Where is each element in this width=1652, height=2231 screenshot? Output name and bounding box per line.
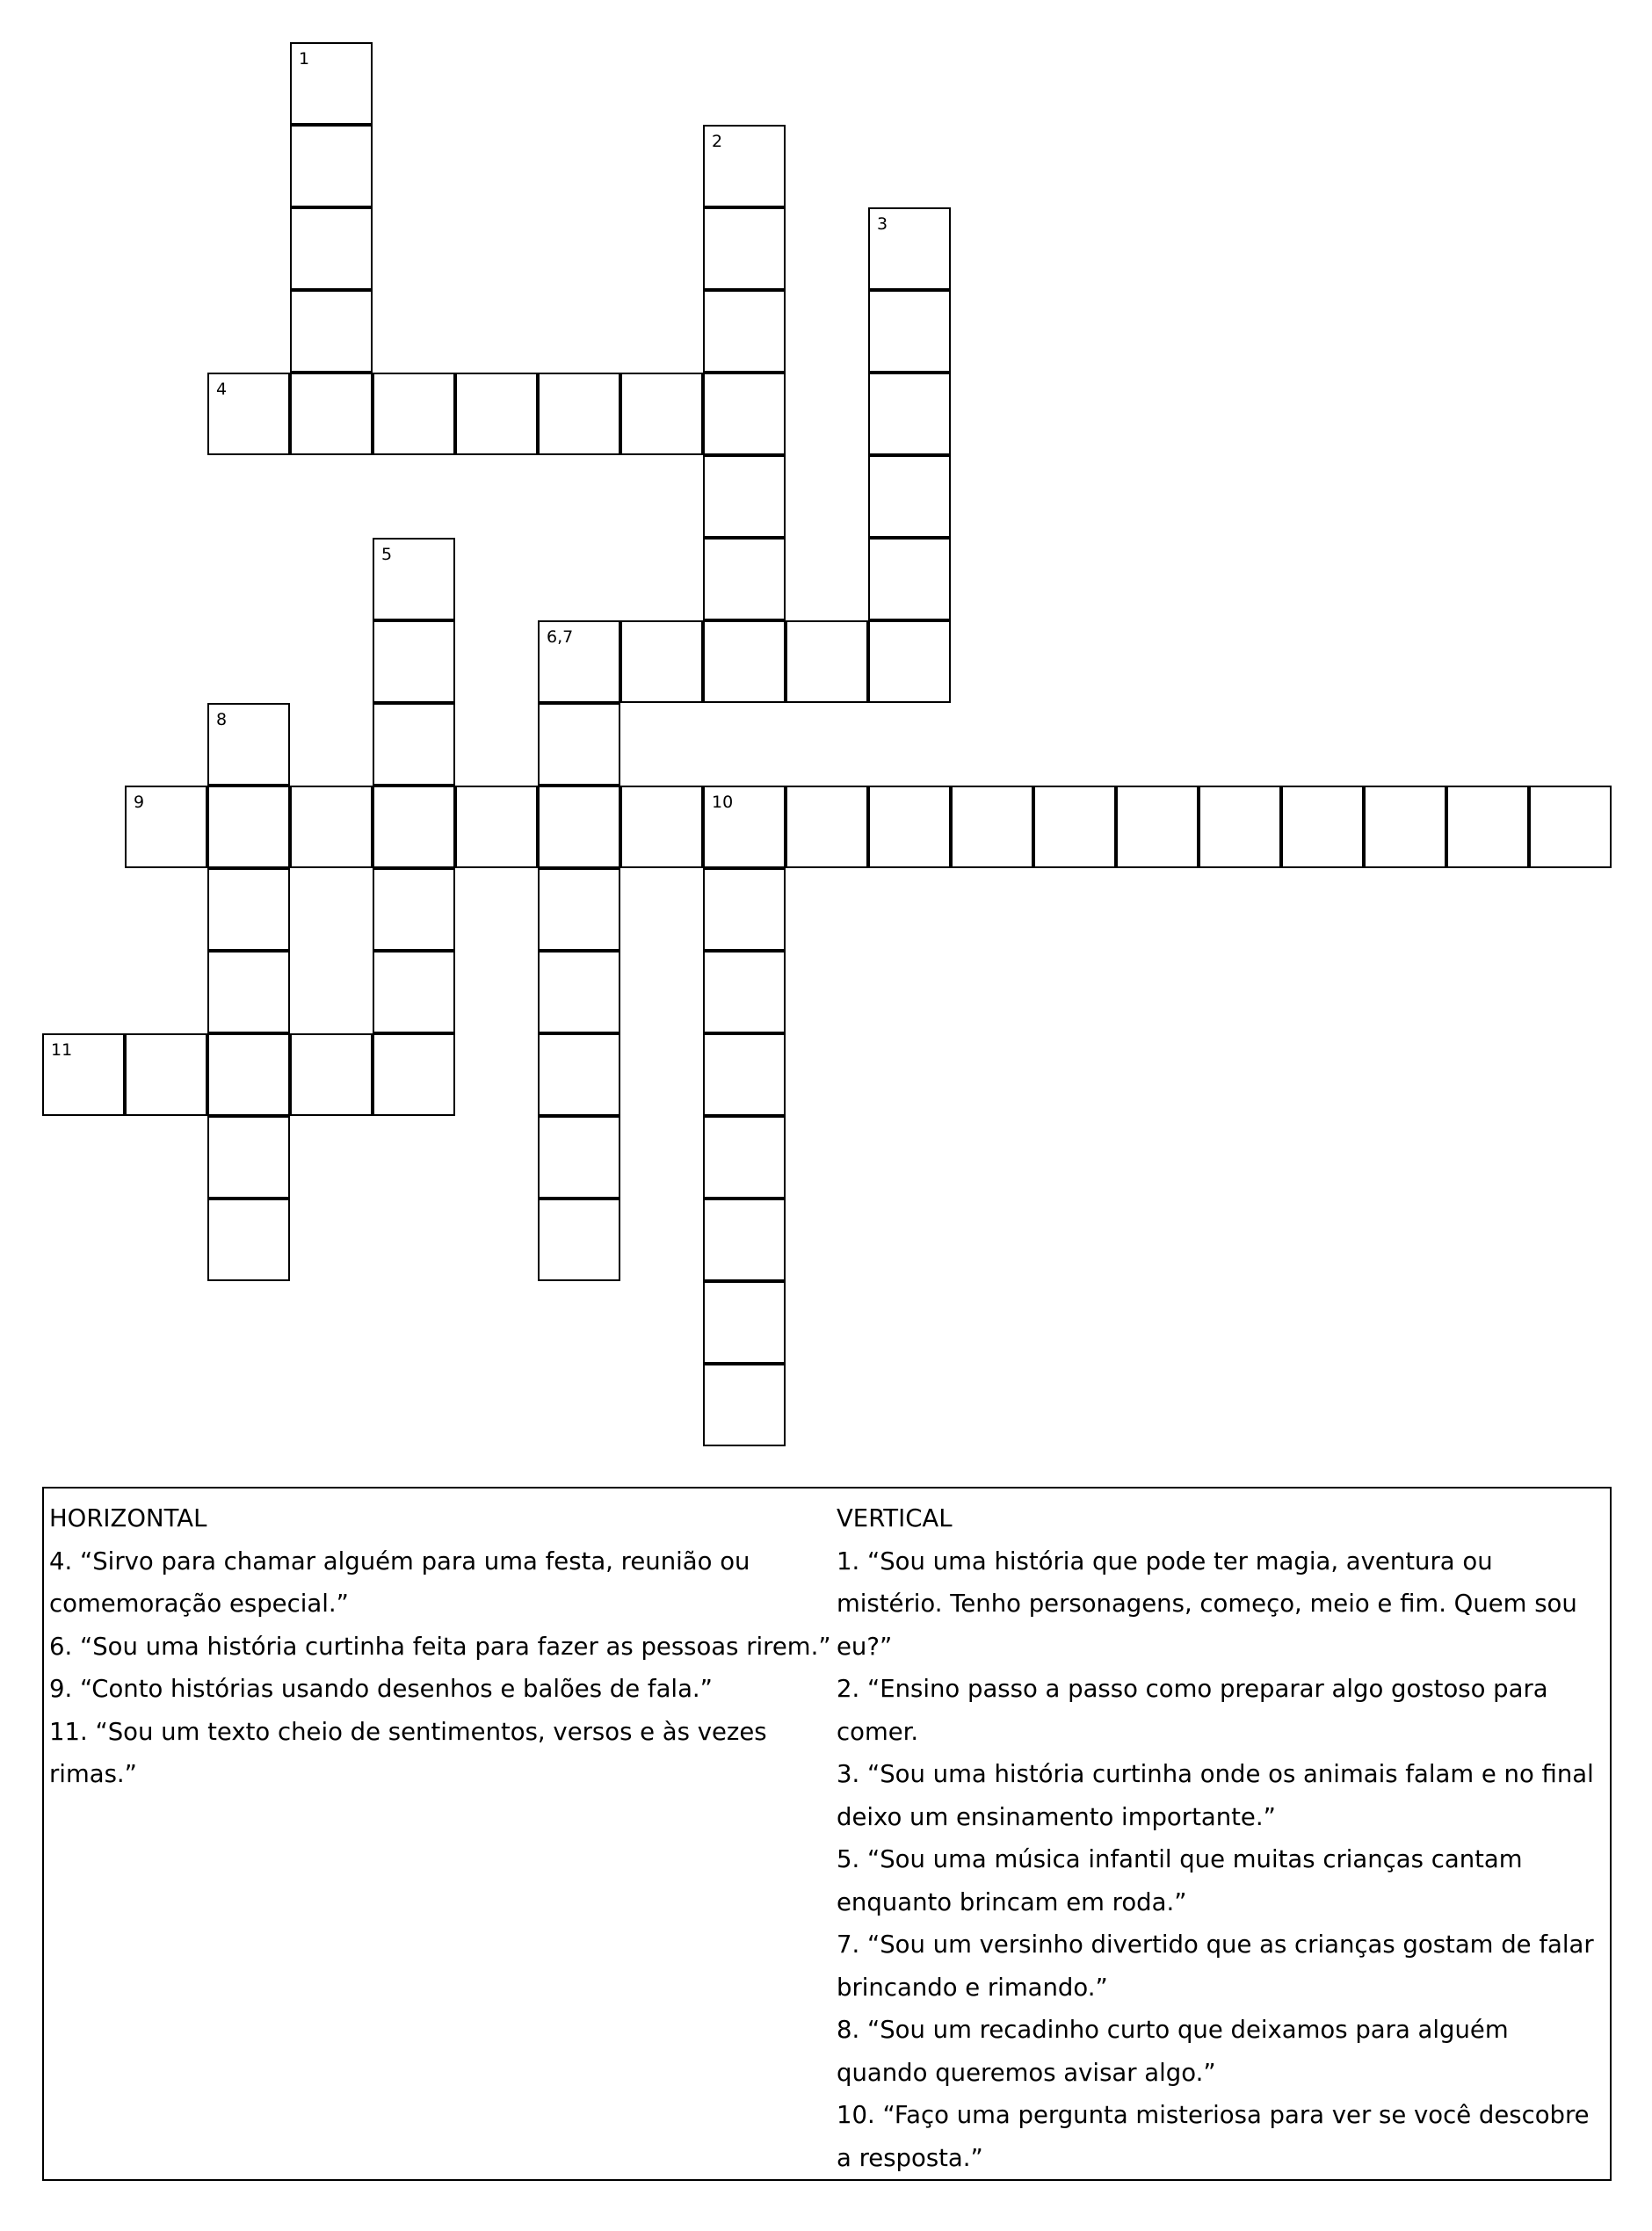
crossword-cell[interactable] [786, 786, 868, 868]
vertical-clues [837, 1497, 1601, 2179]
crossword-cell[interactable] [703, 455, 786, 538]
clue-9: 9. “Conto histórias usando desenhos e balões de fala.” [49, 1675, 713, 1703]
crossword-cell[interactable] [290, 786, 373, 868]
crossword-cell[interactable] [290, 207, 373, 290]
crossword-cell[interactable] [373, 951, 455, 1033]
clue-10: 10. “Faço uma pergunta misteriosa para ver se você descobre a resposta.” [837, 2101, 1590, 2172]
crossword-cell[interactable] [373, 786, 455, 868]
clue-4: 4. “Sirvo para chamar alguém para uma festa, reunião ou comemoração especial.” [49, 1546, 750, 1618]
clue-number: 6,7 [547, 627, 574, 647]
crossword-cell[interactable] [373, 868, 455, 951]
crossword-cell[interactable] [1116, 786, 1199, 868]
crossword-cell[interactable] [207, 1116, 290, 1199]
cell-2[interactable] [703, 125, 786, 207]
crossword-cell[interactable] [125, 1033, 207, 1116]
crossword-cell[interactable] [1281, 786, 1364, 868]
crossword-cell[interactable] [373, 620, 455, 703]
crossword-cell[interactable] [703, 1116, 786, 1199]
crossword-cell[interactable] [703, 868, 786, 951]
crossword-cell[interactable] [290, 125, 373, 207]
clue-3: 3. “Sou uma história curtinha onde os animais falam e no final deixo um ensinamento importante.” [837, 1760, 1594, 1831]
crossword-cell[interactable] [786, 620, 868, 703]
crossword-cell[interactable] [1199, 786, 1281, 868]
crossword-cell[interactable] [1033, 786, 1116, 868]
crossword-cell[interactable] [538, 786, 620, 868]
clue-7: 7. “Sou um versinho divertido que as crianças gostam de falar brincando e rimando.” [837, 1930, 1594, 2002]
clue-number: 9 [134, 793, 145, 812]
cell-4[interactable] [207, 373, 290, 455]
crossword-cell[interactable] [868, 290, 951, 373]
clue-1: 1. “Sou uma história que pode ter magia, aventura ou mistério. Tenho personagens, começo, meio e fim. Quem sou eu?” [837, 1546, 1577, 1661]
crossword-cell[interactable] [1364, 786, 1446, 868]
cell-8[interactable] [207, 703, 290, 786]
crossword-cell[interactable] [538, 703, 620, 786]
cell-9[interactable] [125, 786, 207, 868]
crossword-cell[interactable] [207, 868, 290, 951]
clue-number: 4 [216, 380, 228, 399]
cell-11[interactable] [42, 1033, 125, 1116]
crossword-cell[interactable] [868, 786, 951, 868]
crossword-cell[interactable] [951, 786, 1033, 868]
clue-6: 6. “Sou uma história curtinha feita para fazer as pessoas rirem.” [49, 1632, 831, 1661]
clue-2: 2. “Ensino passo a passo como preparar algo gostoso para comer. [837, 1675, 1548, 1746]
crossword-cell[interactable] [207, 786, 290, 868]
crossword-cell[interactable] [373, 703, 455, 786]
clue-number: 5 [381, 545, 393, 564]
crossword-cell[interactable] [207, 951, 290, 1033]
crossword-cell[interactable] [620, 373, 703, 455]
cell-3[interactable] [868, 207, 951, 290]
crossword-cell[interactable] [373, 1033, 455, 1116]
clue-11: 11. “Sou um texto cheio de sentimentos, versos e às vezes rimas.” [49, 1717, 767, 1788]
crossword-cell[interactable] [703, 1199, 786, 1281]
crossword-cell[interactable] [703, 207, 786, 290]
vertical-title: VERTICAL [837, 1504, 953, 1532]
crossword-cell[interactable] [1446, 786, 1529, 868]
crossword-cell[interactable] [373, 373, 455, 455]
crossword-cell[interactable] [703, 290, 786, 373]
clue-number: 3 [877, 214, 888, 234]
crossword-cell[interactable] [1529, 786, 1612, 868]
crossword-cell[interactable] [868, 538, 951, 620]
crossword-cell[interactable] [455, 786, 538, 868]
crossword-cell[interactable] [207, 1033, 290, 1116]
crossword-cell[interactable] [538, 1199, 620, 1281]
horizontal-clues [49, 1497, 844, 1796]
crossword-cell[interactable] [703, 373, 786, 455]
crossword-cell[interactable] [703, 1281, 786, 1364]
horizontal-title: HORIZONTAL [49, 1504, 207, 1532]
crossword-cell[interactable] [703, 951, 786, 1033]
crossword-cell[interactable] [455, 373, 538, 455]
crossword-cell[interactable] [703, 1033, 786, 1116]
clue-5: 5. “Sou uma música infantil que muitas crianças cantam enquanto brincam em roda.” [837, 1845, 1523, 1916]
clue-number: 11 [51, 1040, 73, 1060]
crossword-cell[interactable] [538, 1116, 620, 1199]
clue-number: 2 [712, 132, 723, 151]
crossword-cell[interactable] [868, 620, 951, 703]
crossword-cell[interactable] [290, 290, 373, 373]
clues-box [42, 1487, 1612, 2181]
clue-number: 1 [299, 49, 310, 69]
crossword-cell[interactable] [868, 455, 951, 538]
crossword-cell[interactable] [620, 620, 703, 703]
cell-5[interactable] [373, 538, 455, 620]
crossword-cell[interactable] [868, 373, 951, 455]
crossword-cell[interactable] [290, 1033, 373, 1116]
crossword-cell[interactable] [290, 373, 373, 455]
cell-1[interactable] [290, 42, 373, 125]
clue-number: 8 [216, 710, 228, 729]
cell-10[interactable] [703, 786, 786, 868]
crossword-cell[interactable] [538, 868, 620, 951]
crossword-cell[interactable] [207, 1199, 290, 1281]
crossword-cell[interactable] [703, 538, 786, 620]
crossword-cell[interactable] [538, 373, 620, 455]
crossword-cell[interactable] [703, 620, 786, 703]
cell-6-7[interactable] [538, 620, 620, 703]
crossword-cell[interactable] [620, 786, 703, 868]
clue-number: 10 [712, 793, 734, 812]
clue-8: 8. “Sou um recadinho curto que deixamos para alguém quando queremos avisar algo.” [837, 2016, 1509, 2087]
crossword-cell[interactable] [538, 951, 620, 1033]
crossword-cell[interactable] [703, 1364, 786, 1446]
crossword-cell[interactable] [538, 1033, 620, 1116]
